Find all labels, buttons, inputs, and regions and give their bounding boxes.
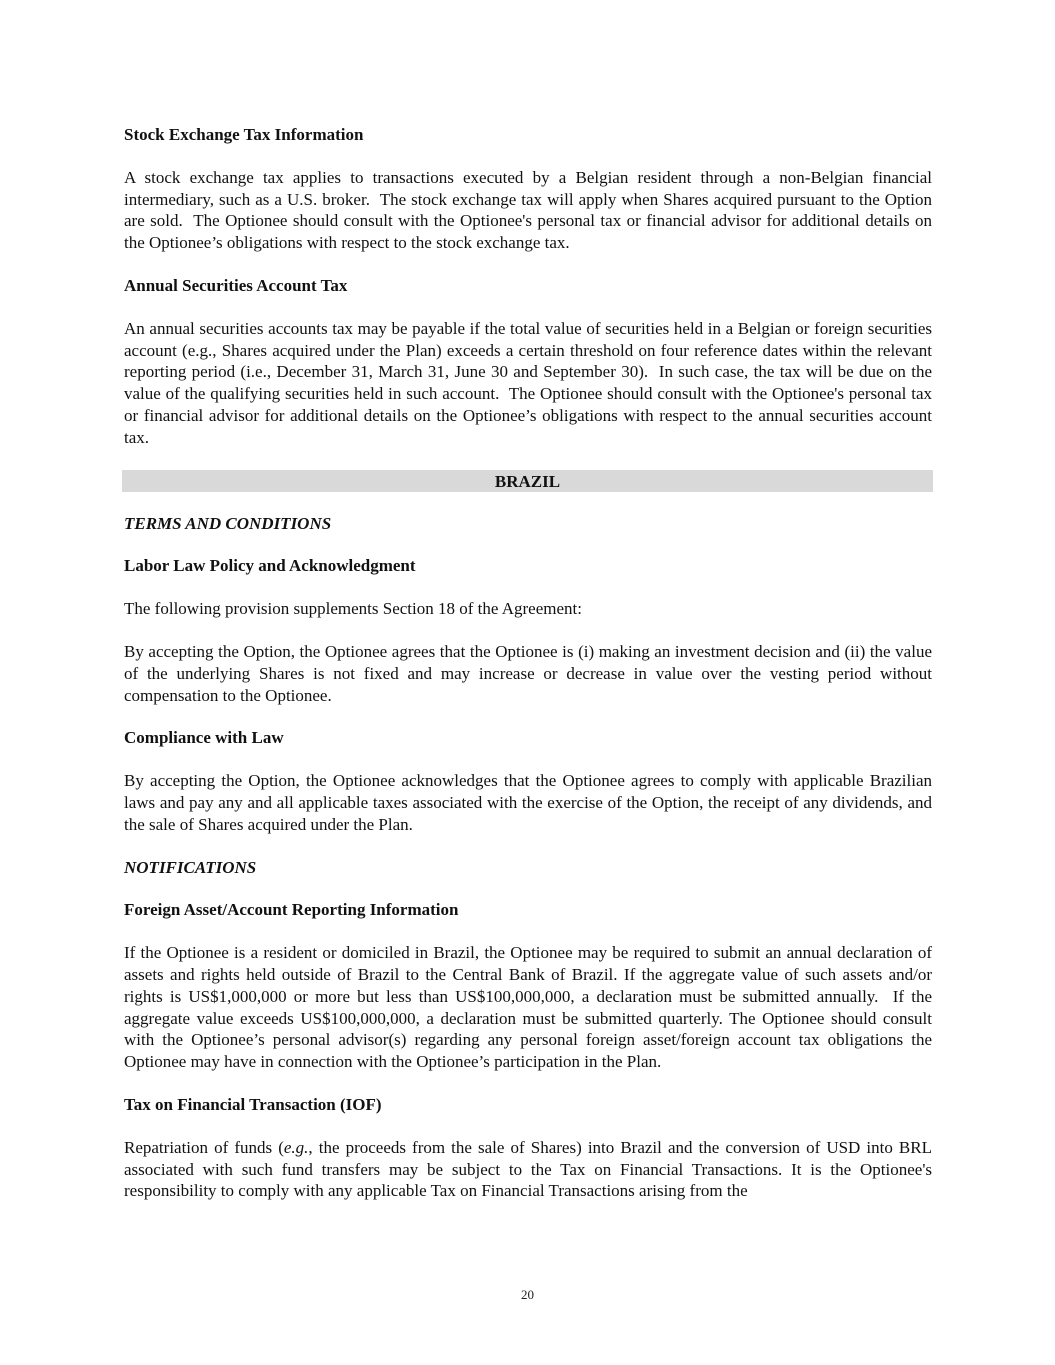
stock-exchange-tax-paragraph: A stock exchange tax applies to transactions executed by a Belgian resident through a non-Belgian financial intermediary, such as a U.S. broker. The stock exchange tax will apply when Shares acquired pursuant to the Option are sold. The Optionee should consult with the Optionee's personal tax or financial advisor for additional details on the Optionee’s obligations with respect to the stock exchange tax. bbox=[124, 167, 932, 253]
foreign-asset-paragraph: If the Optionee is a resident or domiciled in Brazil, the Optionee may be required to submit an annual declaration of assets and rights held outside of Brazil to the Central Bank of Brazil. If the aggregate value of such assets and/or rights is US$1,000,000 or more but less than US$100,000,000, a declaration must be submitted annually. If the aggregate value exceeds US$100,000,000, a declaration must be submitted quarterly. The Optionee should consult with the Optionee’s personal advisor(s) regarding any personal foreign asset/foreign account tax obligations the Optionee may have in connection with the Optionee’s participation in the Plan. bbox=[124, 943, 932, 1072]
terms-and-conditions-heading: TERMS AND CONDITIONS bbox=[124, 513, 332, 533]
compliance-heading: Compliance with Law bbox=[124, 728, 284, 748]
iof-paragraph-eg: e.g. bbox=[283, 1137, 309, 1157]
page-number: 20 bbox=[521, 1287, 534, 1302]
iof-paragraph bbox=[124, 1137, 932, 1202]
annual-securities-heading: Annual Securities Account Tax bbox=[124, 275, 348, 295]
notifications-heading: NOTIFICATIONS bbox=[124, 857, 257, 877]
country-heading-brazil: BRAZIL bbox=[122, 470, 933, 492]
foreign-asset-heading: Foreign Asset/Account Reporting Information bbox=[124, 900, 459, 920]
compliance-paragraph: By accepting the Option, the Optionee acknowledges that the Optionee agrees to comply with applicable Brazilian laws and pay any and all applicable taxes associated with the exercise of the Option, the receipt of any dividends, and the sale of Shares acquired under the Plan. bbox=[124, 771, 932, 834]
annual-securities-paragraph: An annual securities accounts tax may be payable if the total value of securities held in a Belgian or foreign securities account (e.g., Shares acquired under the Plan) exceeds a certain threshold on four reference dates within the relevant reporting period (i.e., December 31, March 31, June 30 and September 30). In such case, the tax will be due on the value of the qualifying securities held in such account. The Optionee should consult with the Optionee's personal tax or financial advisor for additional details on the Optionee’s obligations with respect to the annual securities account tax. bbox=[124, 318, 932, 447]
labor-law-paragraph: By accepting the Option, the Optionee agrees that the Optionee is (i) making an investment decision and (ii) the value of the underlying Shares is not fixed and may increase or decrease in value over the vesting period without compensation to the Optionee. bbox=[124, 641, 932, 705]
iof-heading: Tax on Financial Transaction (IOF) bbox=[124, 1094, 382, 1114]
labor-law-intro: The following provision supplements Section 18 of the Agreement: bbox=[124, 599, 582, 619]
stock-exchange-tax-heading: Stock Exchange Tax Information bbox=[124, 125, 364, 144]
iof-paragraph-start: Repatriation of funds ( bbox=[124, 1137, 284, 1157]
labor-law-heading: Labor Law Policy and Acknowledgment bbox=[124, 556, 416, 576]
document-page bbox=[124, 124, 932, 1202]
iof-paragraph-rest: , the proceeds from the sale of Shares) into Brazil and the conversion of USD into BRL associated with such fund transfers may be subject to the Tax on Financial Transactions. It is the Optionee's responsibility to comply with any applicable Tax on Financial Transactions arising from the bbox=[124, 1137, 932, 1201]
